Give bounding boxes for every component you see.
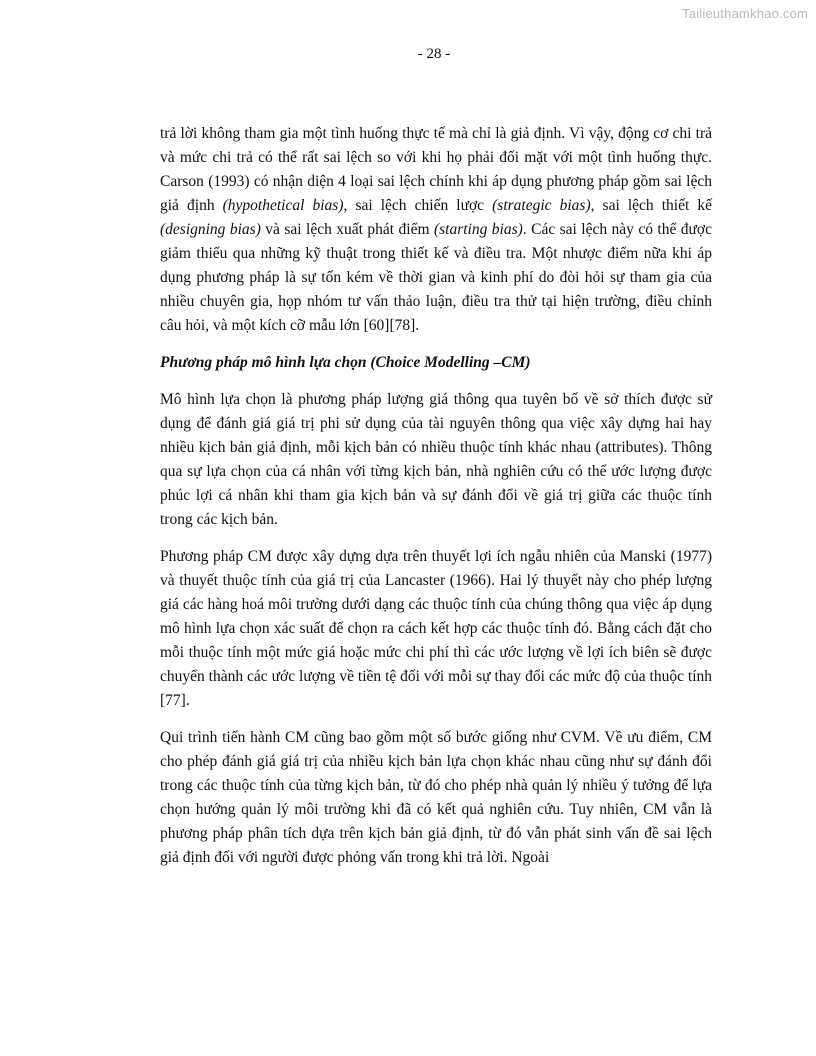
- paragraph-1: [160, 122, 712, 338]
- text-run: , sai lệch chiến lược: [343, 197, 493, 214]
- italic-term: (designing bias): [160, 221, 261, 238]
- page-number: - 28 -: [417, 46, 451, 62]
- document-body: [160, 122, 712, 883]
- italic-term: (hypothetical bias): [222, 197, 344, 214]
- text-run: . Các sai lệch này có thể được giảm thiểu qua những kỹ thuật trong thiết kế và điều tra. Một nhược điểm nữa khi áp dụng phương pháp là sự tốn kém về thời gian và kinh phí do đòi hỏi sự tham gia của nhiều chuyên gia, họp nhóm tư vấn thảo luận, điều tra thử tại hiện trường, điều chỉnh câu hỏi, và một kích cỡ mẫu lớn [60][78].: [160, 221, 713, 334]
- italic-term: (starting bias): [433, 221, 523, 238]
- paragraph-4: Qui trình tiến hành CM cũng bao gồm một số bước giống như CVM. Về ưu điểm, CM cho phép đánh giá giá trị của nhiều kịch bản lựa chọn khác nhau cũng như sự đánh đổi trong các thuộc tính của từng kịch bản, từ đó cho phép nhà quản lý nhiều ý tưởng để lựa chọn hướng quản lý môi trường khi đã có kết quả nghiên cứu. Tuy nhiên, CM vẫn là phương pháp phân tích dựa trên kịch bản giả định, từ đó vẫn phát sinh vấn đề sai lệch giả định đối với người được phỏng vấn trong khi trả lời. Ngoài: [160, 729, 712, 866]
- paragraph-3: Phương pháp CM được xây dựng dựa trên thuyết lợi ích ngẫu nhiên của Manski (1977) và thuyết thuộc tính của giá trị của Lancaster (1966). Hai lý thuyết này cho phép lượng giá các hàng hoá môi trường dưới dạng các thuộc tính của chúng thông qua việc áp dụng mô hình lựa chọn xác suất để chọn ra cách kết hợp các thuộc tính đó. Bằng cách đặt cho mỗi thuộc tính một mức giá hoặc mức chi phí thì các ước lượng về lợi ích biên sẽ được chuyển thành các ước lượng về tiền tệ đối với mỗi sự thay đổi các mức độ của thuộc tính [77].: [160, 548, 712, 709]
- text-run: trả lời không tham gia một tình huống thực tế mà chỉ là giả định. Vì vậy, động cơ chi trả và mức chi trả có thể rất sai lệch so với khi họ phải đối mặt với một tình huống thực. Carson (1993) có nhận diện 4 loại sai lệch chính khi áp dụng phương pháp gồm sai lệch giả định: [160, 125, 712, 214]
- italic-term: (strategic bias): [492, 197, 591, 214]
- paragraph-2: Mô hình lựa chọn là phương pháp lượng giá thông qua tuyên bố về sở thích được sử dụng để đánh giá giá trị phi sử dụng của tài nguyên thông qua việc xây dựng hai hay nhiều kịch bản giả định, mỗi kịch bản có nhiều thuộc tính khác nhau (attributes). Thông qua sự lựa chọn của cá nhân với từng kịch bản, nhà nghiên cứu có thể ước lượng được phúc lợi cá nhân khi tham gia kịch bản và sự đánh đổi về giá trị giữa các thuộc tính trong các kịch bản.: [160, 391, 712, 528]
- watermark: Tailieuthamkhao.com: [682, 6, 808, 21]
- text-run: , sai lệch thiết kế: [590, 197, 712, 214]
- section-heading: Phương pháp mô hình lựa chọn (Choice Modelling –CM): [160, 354, 531, 371]
- text-run: và sai lệch xuất phát điểm: [260, 221, 434, 238]
